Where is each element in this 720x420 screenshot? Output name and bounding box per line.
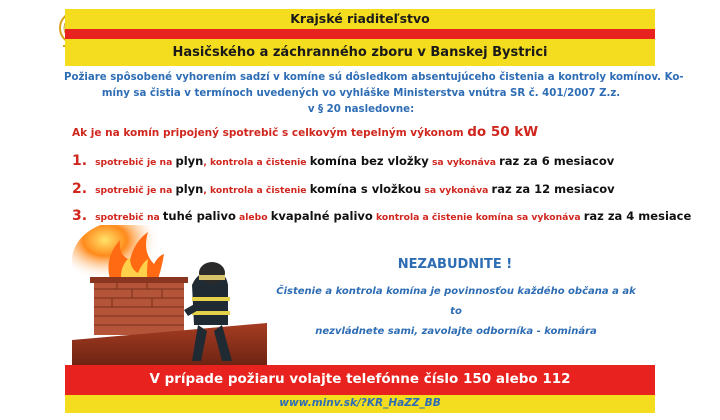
list-item <box>72 150 614 169</box>
emergency-phone-text: V prípade požiaru volajte telefónne číslo 150 alebo 112 <box>149 371 571 387</box>
list-item <box>72 178 615 197</box>
list-item-emphasis: plyn <box>175 182 204 196</box>
list-item-number: 3. <box>72 208 88 224</box>
reminder-title: NEZABUDNITE ! <box>397 257 513 272</box>
list-item-text: spotrebič je na <box>95 157 176 168</box>
header-band <box>65 9 655 66</box>
list-item-text: spotrebič na <box>95 212 163 223</box>
intro-line-2: míny sa čistia v termínoch uvedených vo vyhláške Ministerstva vnútra SR č. 401/2007 Z.z. <box>101 88 621 99</box>
list-item-emphasis: plyn <box>175 154 204 168</box>
reminder-text <box>276 282 636 342</box>
reminder-line-2: nezvládnete sami, zavolajte odborníka - kominára <box>315 326 597 337</box>
website-link[interactable]: www.minv.sk/?KR_HaZZ_BB <box>279 397 441 409</box>
list-item-interval: raz za 4 mesiace <box>583 209 692 223</box>
header-subtitle: Hasičského a záchranného zboru v Banskej Bystrici <box>172 45 548 60</box>
list-item-number: 2. <box>72 181 88 197</box>
list-item-interval: raz za 6 mesiacov <box>499 154 615 168</box>
intro-line-3: v § 20 nasledovne: <box>307 104 415 115</box>
list-item-text: spotrebič je na <box>95 185 176 196</box>
list-item-number: 1. <box>72 153 88 169</box>
condition-highlight: do 50 kW <box>467 124 539 140</box>
list-item-text: , kontrola a čistenie <box>203 157 310 168</box>
footer-band <box>65 365 655 413</box>
list-item-emphasis: komína s vložkou <box>309 182 422 196</box>
list-item-text: alebo <box>235 212 271 223</box>
list-item-emphasis: kvapalné palivo <box>270 209 373 223</box>
list-item <box>72 205 691 224</box>
burning-chimney-firefighter-photo <box>72 225 267 365</box>
header-red-stripe <box>65 29 655 39</box>
list-item-interval: raz za 12 mesiacov <box>491 182 615 196</box>
reminder-line-1: Čistenie a kontrola komína je povinnosťou každého občana a ak to <box>276 286 636 317</box>
list-item-text: kontrola a čistenie komína sa vykonáva <box>372 212 584 223</box>
list-item-emphasis: tuhé palivo <box>162 209 236 223</box>
list-item-text: sa vykonáva <box>428 157 500 168</box>
intro-line-1: Požiare spôsobené vyhorením sadzí v komíne sú dôsledkom absentujúceho čistenia a kontroly komínov. Ko- <box>64 72 684 83</box>
condition-text: Ak je na komín pripojený spotrebič s celkovým tepelným výkonom <box>72 127 468 139</box>
header-title: Krajské riaditeľstvo <box>290 11 430 26</box>
list-item-text: sa vykonáva <box>421 185 492 196</box>
condition-line <box>72 124 538 140</box>
list-item-text: , kontrola a čistenie <box>203 185 310 196</box>
list-item-emphasis: komína bez vložky <box>309 154 429 168</box>
intro-paragraph <box>64 70 684 118</box>
